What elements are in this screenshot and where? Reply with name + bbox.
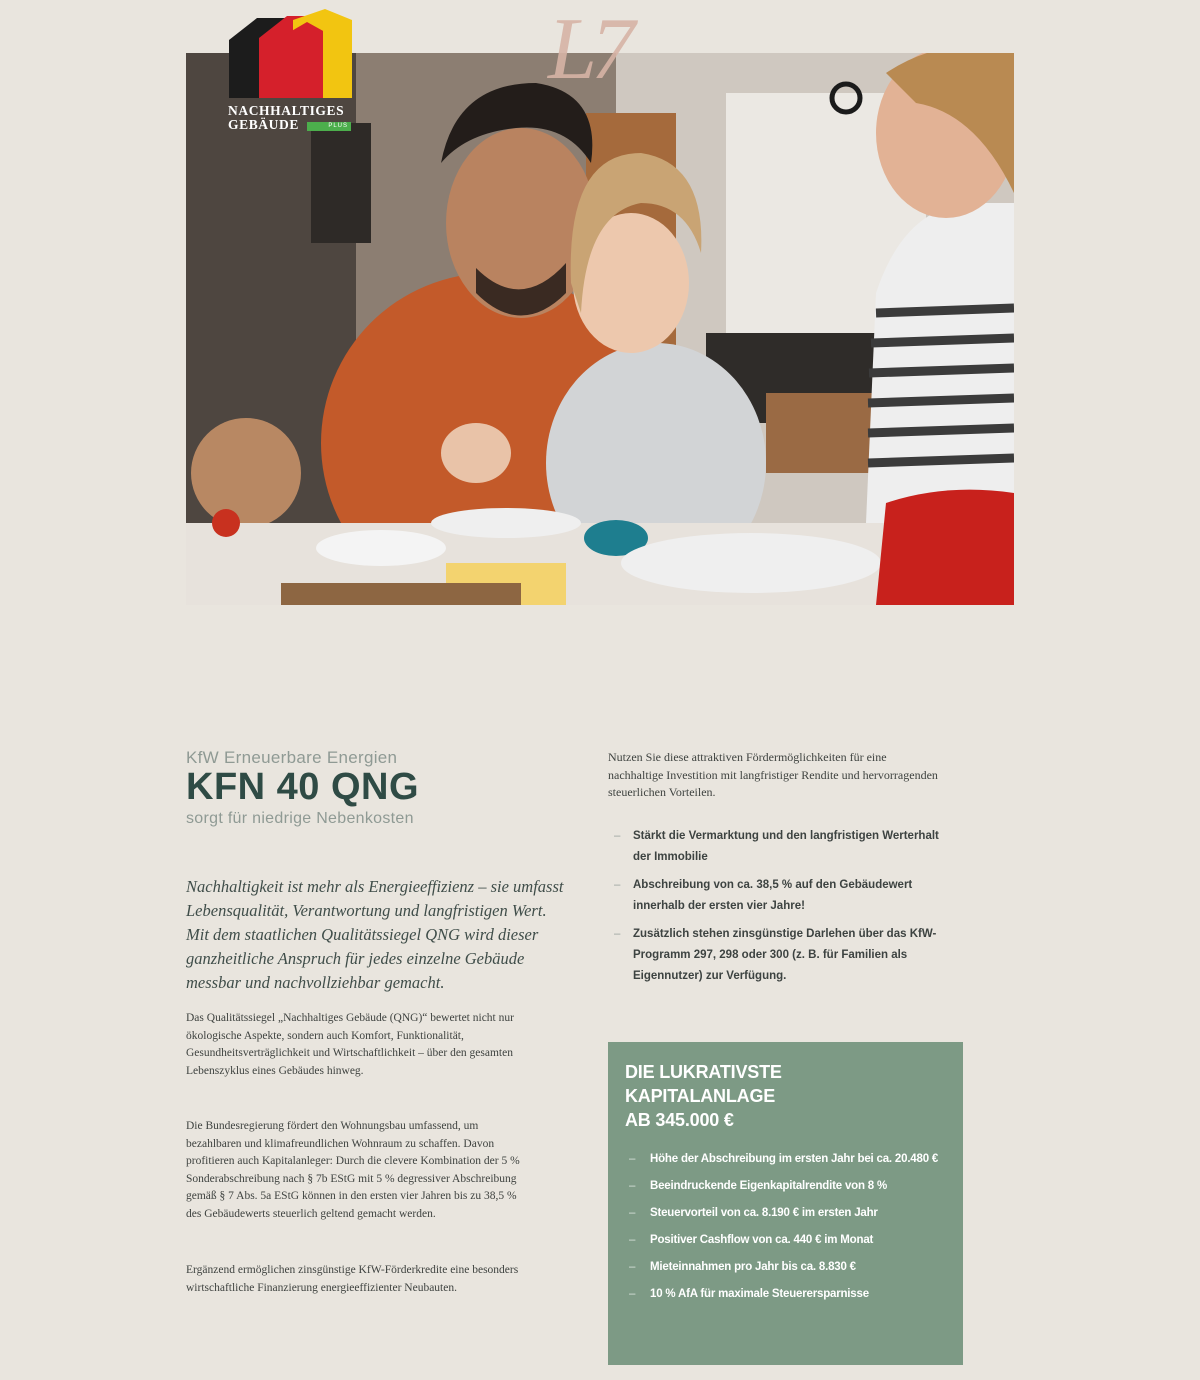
box-item-text: Beeindruckende Eigenkapitalrendite von 8 % xyxy=(650,1180,888,1192)
section-subline: sorgt für niedrige Nebenkosten xyxy=(186,810,414,827)
box-title-line3: AB 345.000 € xyxy=(625,1110,734,1130)
box-item-text: 10 % AfA für maximale Steuerersparnisse xyxy=(650,1288,869,1300)
section-kicker: KfW Erneuerbare Energien xyxy=(186,748,398,767)
investment-highlight-box xyxy=(608,1042,963,1365)
body-paragraph-1: Das Qualitätssiegel „Nachhaltiges Gebäude (QNG)“ bewertet nicht nur ökologische Aspekte, sondern auch Komfort, Funktionalität, Gesundheitsverträglichkeit und Wirtschaftlichkeit – über den gesamten Lebenszyklus eines Gebäudes hinweg. xyxy=(186,1012,514,1077)
box-item-text: Höhe der Abschreibung im ersten Jahr bei ca. 20.480 € xyxy=(650,1153,939,1165)
list-item xyxy=(614,924,954,987)
box-title-line2: KAPITALANLAGE xyxy=(625,1086,776,1106)
benefit-text: Abschreibung von ca. 38,5 % auf den Gebäudewert innerhalb der ersten vier Jahre! xyxy=(633,879,913,912)
list-item xyxy=(625,1230,947,1251)
list-item xyxy=(625,1149,947,1170)
box-title xyxy=(625,1060,947,1132)
logo-plus-badge: PLUS xyxy=(307,122,351,131)
benefits-list xyxy=(614,826,954,994)
lead-paragraph: Nachhaltigkeit ist mehr als Energieeffizienz – sie umfasst Lebensqualität, Verantwortung und langfristigen Wert. Mit dem staatlichen Qualitätssiegel QNG wird dieser ganzheitliche Anspruch für jedes einzelne Gebäude messbar und nachvollziehbar gemacht. xyxy=(186,877,564,992)
benefit-text: Stärkt die Vermarktung und den langfristigen Werterhalt der Immobilie xyxy=(633,830,939,863)
dash-icon: – xyxy=(629,1153,636,1165)
dash-icon: – xyxy=(629,1234,636,1246)
intro-paragraph: Nutzen Sie diese attraktiven Fördermöglichkeiten für eine nachhaltige Investition mit langfristiger Rendite und hervorragenden steuerlichen Vorteilen. xyxy=(608,750,938,799)
list-item xyxy=(614,875,954,917)
dash-icon: – xyxy=(629,1288,636,1300)
qng-logo xyxy=(225,8,360,138)
box-item-text: Mieteinnahmen pro Jahr bis ca. 8.830 € xyxy=(650,1261,856,1273)
list-item xyxy=(625,1176,947,1197)
dash-icon: – xyxy=(614,879,621,891)
logo-line2: GEBÄUDE xyxy=(228,117,299,132)
dash-icon: – xyxy=(629,1207,636,1219)
body-paragraph-2: Die Bundesregierung fördert den Wohnungsbau umfassend, um bezahlbaren und klimafreundlichen Wohnraum zu schaffen. Davon profitieren auch Kapitalanleger: Durch die clevere Kombination der 5 % Sonderabschreibung nach § 7b EStG mit 5 % degressiver Abschreibung gemäß § 7 Abs. 5a EStG können in den ersten vier Jahren bis zu 38,5 % des Gebäudewerts steuerlich geltend gemacht werden. xyxy=(186,1120,520,1220)
box-item-text: Steuervorteil von ca. 8.190 € im ersten Jahr xyxy=(650,1207,878,1219)
dash-icon: – xyxy=(614,928,621,940)
list-item xyxy=(614,826,954,868)
benefit-text: Zusätzlich stehen zinsgünstige Darlehen über das KfW-Programm 297, 298 oder 300 (z. B. für Familien als Eigennutzer) zur Verfügung. xyxy=(633,928,937,982)
dash-icon: – xyxy=(614,830,621,842)
box-title-line1: DIE LUKRATIVSTE xyxy=(625,1062,782,1082)
section-headline: KFN 40 QNG xyxy=(186,766,420,808)
logo-line1: NACHHALTIGES xyxy=(228,103,345,118)
dash-icon: – xyxy=(629,1261,636,1273)
list-item xyxy=(625,1257,947,1278)
dash-icon: – xyxy=(629,1180,636,1192)
body-paragraph-3: Ergänzend ermöglichen zinsgünstige KfW-Förderkredite eine besonders wirtschaftliche Finanzierung energieeffizienter Neubauten. xyxy=(186,1264,519,1294)
box-list xyxy=(625,1149,947,1305)
l7-monogram: L7 xyxy=(548,1,629,98)
list-item xyxy=(625,1284,947,1305)
box-item-text: Positiver Cashflow von ca. 440 € im Monat xyxy=(650,1234,874,1246)
list-item xyxy=(625,1203,947,1224)
